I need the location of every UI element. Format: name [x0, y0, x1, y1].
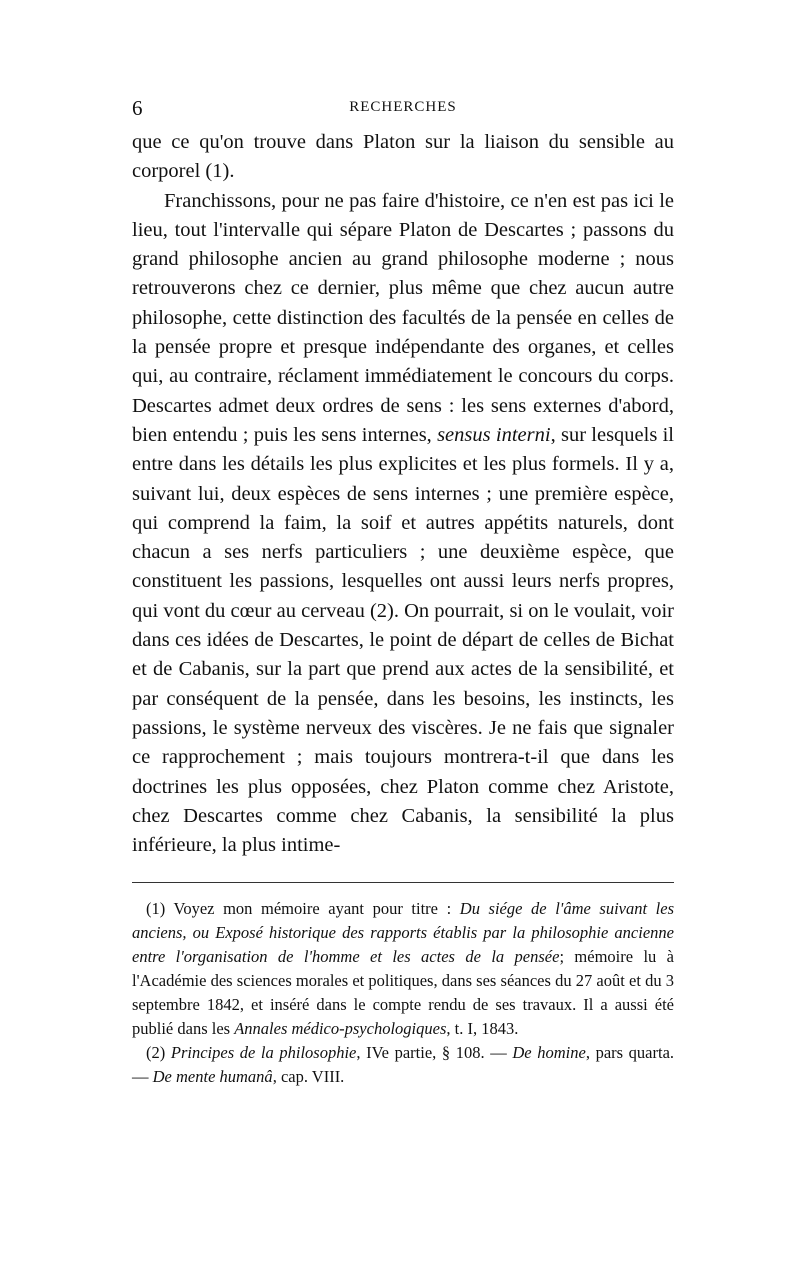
paragraph-2-text-a: Franchissons, pour ne pas faire d'histoire, ce n'en est pas ici le lieu, tout l'intervalle qui sépare Platon de Descartes ; passons du grand philosophe ancien au grand philosophe moderne ; nous retrouverons chez ce dernier, plus même que chez aucun autre philosophe, cette distinction des facultés de la pensée en celles de la pensée propre et presque indépendante des organes, et celles qui, au contraire, réclament immédiatement le concours du corps. Descartes admet deux ordres de sens : les sens externes d'abord, bien entendu ; puis les sens internes, [132, 189, 674, 446]
footnote-1-title: Du siége de l'âme suivant les anciens, ou Exposé historique des rapports établis par la philosophie ancienne entre l'organisation de l'homme et les actes de la pensée [132, 899, 674, 967]
page-header [132, 96, 674, 126]
footnote-2-text-b: , IVe partie, § 108. — [356, 1043, 507, 1063]
footnote-1-text-b: ; mémoire lu à l'Académie des sciences morales et politiques, dans ses séances du 27 août et du 3 septembre 1842, et inséré dans le compte rendu de ses travaux. Il a aussi été publié dans les [132, 947, 674, 1039]
footnote-2-title-3: De mente humanâ [152, 1067, 273, 1087]
footnote-2-text-a: (2) [146, 1043, 166, 1063]
paragraph-1-text: que ce qu'on trouve dans Platon sur la liaison du sensible au corporel (1). [132, 131, 674, 183]
page-number: 6 [132, 96, 143, 120]
footnote-divider [132, 882, 674, 883]
footnote-1-text-a: (1) Voyez mon mémoire ayant pour titre : [146, 899, 452, 919]
footnotes [132, 897, 674, 1089]
footnote-2 [132, 1041, 674, 1089]
footnote-2-title-1: Principes de la philosophie [170, 1043, 357, 1063]
footnote-1-text-c: , t. I, 1843. [446, 1019, 519, 1039]
footnote-2-text-d: , cap. VIII. [272, 1067, 345, 1087]
footnote-1-journal: Annales médico-psychologiques [234, 1019, 447, 1039]
footnote-1 [132, 897, 674, 1041]
paragraph-2-text-b: , sur lesquels il entre dans les détails les plus explicites et les plus formels. Il y a, suivant lui, deux espèces de sens internes ; une première espèce, qui comprend la faim, la soif et autres appétits naturels, dont chacun a ses nerfs particuliers ; une deuxième espèce, que constituent les passions, lesquelles ont aussi leurs nerfs propres, qui vont du cœur au cerveau (2). On pourrait, si on le voulait, voir dans ces idées de Descartes, le point de départ de celles de Bichat et de Cabanis, sur la part que prend aux actes de la sensibilité, et par conséquent de la pensée, dans les besoins, les instincts, les passions, le système nerveux des viscères. Je ne fais que signaler ce rapprochement ; mais toujours montrera-t-il que dans les doctrines les plus opposées, chez Platon comme chez Aristote, chez Descartes comme chez Cabanis, la sensibilité la plus inférieure, la plus intime- [132, 423, 674, 857]
footnote-2-text-c: , pars quarta. — [132, 1043, 675, 1087]
book-page [132, 96, 674, 1089]
paragraph-2 [132, 187, 674, 861]
paragraph-1 [132, 128, 674, 187]
running-head: RECHERCHES [349, 99, 457, 115]
body-text [132, 128, 674, 860]
paragraph-2-italic-term: sensus interni [437, 423, 551, 446]
footnote-2-title-2: De homine [512, 1043, 586, 1063]
